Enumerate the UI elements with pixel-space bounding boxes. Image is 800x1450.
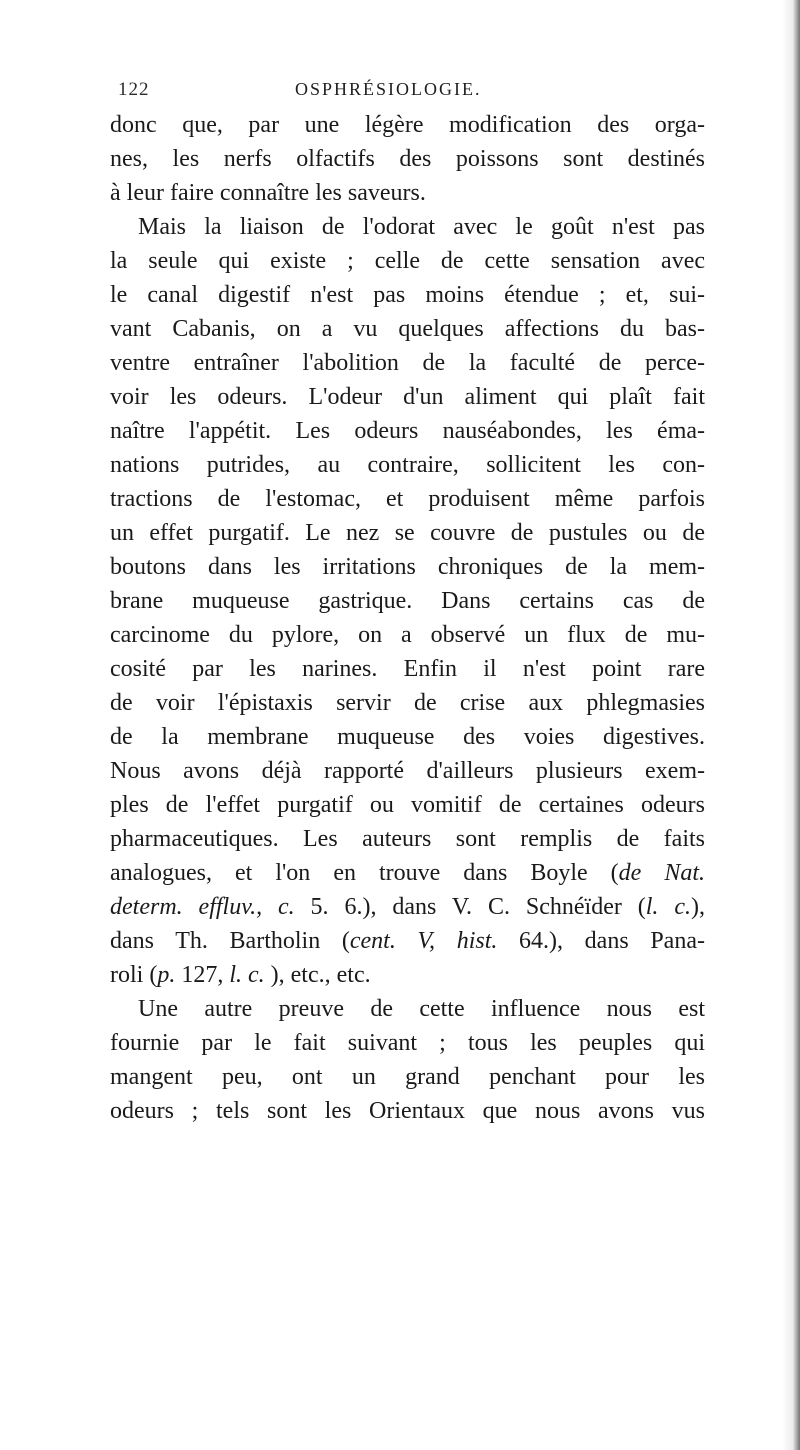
text-line: nations putrides, au contraire, sollicitent les con- xyxy=(110,452,705,478)
text-line: mangent peu, ont un grand penchant pour les xyxy=(110,1064,705,1090)
text-line: à leur faire connaître les saveurs. xyxy=(110,180,426,206)
text-run: dans Th. Bartholin ( xyxy=(110,928,350,954)
page-edge-shadow xyxy=(782,0,800,1450)
running-title: OSPHRÉSIOLOGIE. xyxy=(295,79,482,99)
text-line: fournie par le fait suivant ; tous les peuples qui xyxy=(110,1030,705,1056)
page-number: 122 xyxy=(118,79,150,100)
text-line: le canal digestif n'est pas moins étendue ; et, sui- xyxy=(110,282,705,308)
citation-italic: l. c. xyxy=(645,894,691,920)
text-line: Une autre preuve de cette influence nous est xyxy=(138,996,705,1022)
text-line: brane muqueuse gastrique. Dans certains cas de xyxy=(110,588,705,614)
text-run: analogues, et l'on en trouve dans Boyle ( xyxy=(110,860,619,886)
text-line: ples de l'effet purgatif ou vomitif de certaines odeurs xyxy=(110,792,705,818)
text-line-citation xyxy=(110,856,705,890)
text-line: naître l'appétit. Les odeurs nauséabondes, les éma- xyxy=(110,418,705,444)
text-line: donc que, par une légère modification des orga- xyxy=(110,112,705,138)
text-line: de la membrane muqueuse des voies digestives. xyxy=(110,724,705,750)
text-run: roli ( xyxy=(110,962,158,988)
text-line: cosité par les narines. Enfin il n'est point rare xyxy=(110,656,705,682)
body-text xyxy=(110,108,705,1128)
text-line: Mais la liaison de l'odorat avec le goût n'est pas xyxy=(138,214,705,240)
citation-italic: cent. V, hist. xyxy=(349,928,498,954)
text-line-citation xyxy=(110,958,705,992)
citation-italic: l. c. xyxy=(229,962,265,988)
page-header xyxy=(118,79,678,103)
text-line-citation xyxy=(110,924,705,958)
text-line: la seule qui existe ; celle de cette sensation avec xyxy=(110,248,705,274)
text-line: boutons dans les irritations chroniques de la mem- xyxy=(110,554,705,580)
text-line: carcinome du pylore, on a observé un flux de mu- xyxy=(110,622,705,648)
text-line-citation xyxy=(110,890,705,924)
text-line: ventre entraîner l'abolition de la faculté de perce- xyxy=(110,350,705,376)
text-line: voir les odeurs. L'odeur d'un aliment qui plaît fait xyxy=(110,384,705,410)
citation-italic: determ. effluv., c. xyxy=(110,894,295,920)
text-run: ), etc., etc. xyxy=(264,962,371,988)
text-line: tractions de l'estomac, et produisent même parfois xyxy=(110,486,705,512)
citation-italic: de Nat. xyxy=(618,860,705,886)
text-line: pharmaceutiques. Les auteurs sont remplis de faits xyxy=(110,826,705,852)
text-run: ), xyxy=(690,894,705,920)
citation-italic: p. xyxy=(157,962,176,988)
text-line: Nous avons déjà rapporté d'ailleurs plusieurs exem- xyxy=(110,758,705,784)
text-line: nes, les nerfs olfactifs des poissons sont destinés xyxy=(110,146,705,172)
text-run: 5. 6.), dans V. C. Schnéïder ( xyxy=(294,894,646,920)
text-line: de voir l'épistaxis servir de crise aux phlegmasies xyxy=(110,690,705,716)
text-run: 64.), dans Pana- xyxy=(497,928,705,954)
text-line: vant Cabanis, on a vu quelques affections du bas- xyxy=(110,316,705,342)
text-run: 127, xyxy=(175,962,230,988)
text-line: odeurs ; tels sont les Orientaux que nous avons vus xyxy=(110,1098,705,1124)
text-line: un effet purgatif. Le nez se couvre de pustules ou de xyxy=(110,520,705,546)
